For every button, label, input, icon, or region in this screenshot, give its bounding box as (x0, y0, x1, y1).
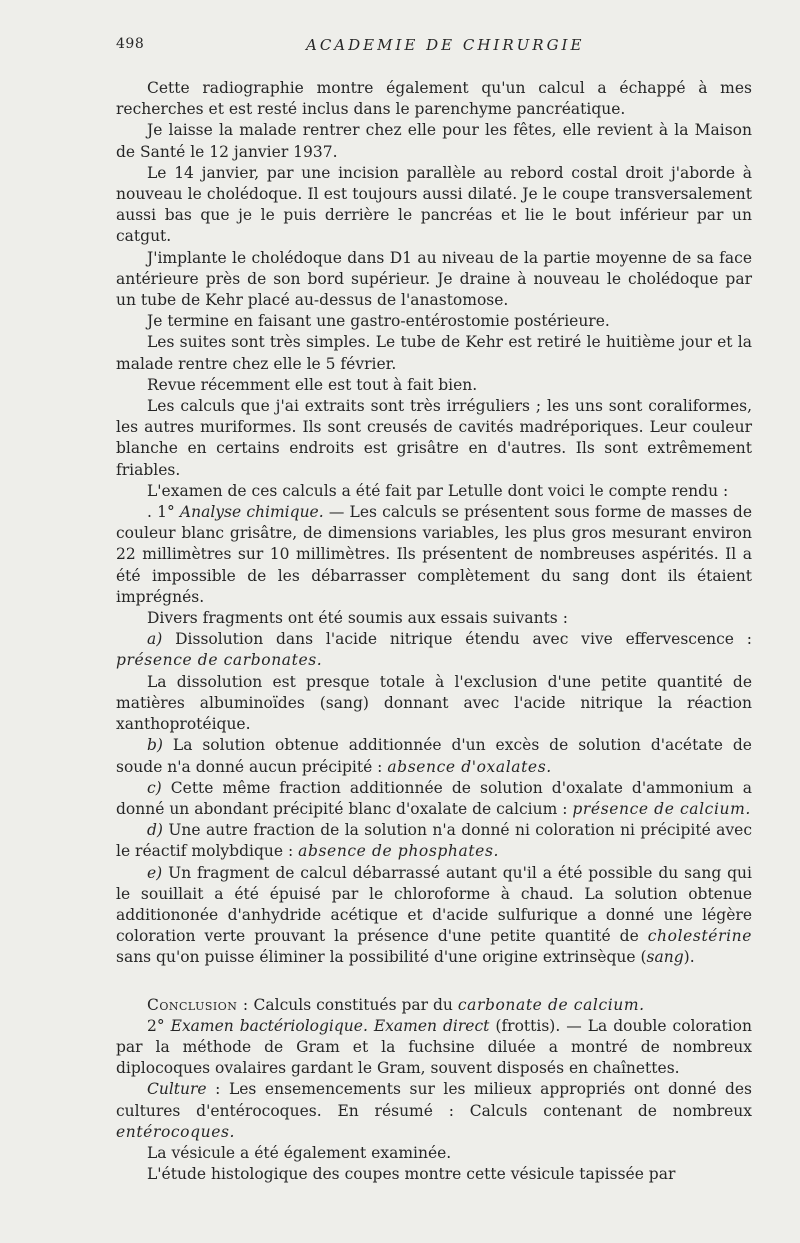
section-text: (frottis). — La double coloration par la méthode de Gram et la fuchsine diluée a montré de nombreux diplocoques ovalaires gardant le Gram, souvent disposés en chaînettes. (116, 1016, 752, 1078)
test-label: b) (147, 736, 163, 755)
test-result: présence de calcium. (572, 799, 751, 818)
test-e (116, 863, 752, 969)
paragraph: L'examen de ces calculs a été fait par Letulle dont voici le compte rendu : (147, 481, 729, 500)
test-result: absence de phosphates. (298, 842, 500, 861)
culture-result: entérocoques. (116, 1122, 236, 1141)
test-term: sang (646, 948, 684, 967)
paragraph: Les calculs que j'ai extraits sont très irréguliers ; les uns sont coraliformes, les autres muriformes. Ils sont creusés de cavités madréporiques. Leur couleur blanche en certains endroits est grisâtre en d'autres. Ils sont extrêmement friables. (116, 397, 752, 479)
test-label: c) (147, 778, 162, 797)
culture-text: : Les ensemencements sur les milieux appropriés ont donné des cultures d'entérocoques. En résumé : Calculs contenant de nombreux (116, 1080, 752, 1120)
paragraph: J'implante le cholédoque dans D1 au niveau de la partie moyenne de sa face antérieure près de son bord supérieur. Je draine à nouveau le cholédoque par un tube de Kehr placé au-dessus de l'anastomose. (116, 248, 752, 310)
test-a (116, 629, 752, 671)
test-text: Une autre fraction de la solution n'a donné ni coloration ni précipité avec le réactif molybdique : (116, 821, 753, 861)
paragraph: Divers fragments ont été soumis aux essais suivants : (147, 609, 568, 628)
page-header (116, 36, 752, 64)
section-number: . 1° (147, 503, 175, 522)
conclusion-text: Calculs constitués par du (253, 995, 453, 1014)
test-c (116, 778, 752, 820)
test-text: ). (683, 948, 695, 967)
test-label: d) (147, 821, 163, 840)
paragraph: Je termine en faisant une gastro-entérostomie postérieure. (147, 312, 610, 331)
paragraph: Je laisse la malade rentrer chez elle pour les fêtes, elle revient à la Maison de Santé le 12 janvier 1937. (116, 121, 752, 161)
paragraph: La vésicule a été également examinée. (147, 1143, 452, 1162)
page-number: 498 (116, 36, 145, 52)
running-title: ACADEMIE DE CHIRURGIE (306, 36, 585, 54)
conclusion-paragraph (116, 995, 752, 1016)
paragraph: Les suites sont très simples. Le tube de Kehr est retiré le huitième jour et la malade rentre chez elle le 5 février. (116, 333, 752, 373)
test-text: La solution obtenue additionnée d'un excès de solution d'acétate de soude n'a donné aucun précipité : (116, 736, 752, 776)
culture-paragraph (116, 1079, 752, 1143)
section-title: Analyse chimique. (179, 503, 324, 522)
culture-label: Culture (147, 1080, 207, 1099)
test-label: a) (147, 630, 163, 649)
page-body (116, 78, 752, 1185)
test-text: Cette même fraction additionnée de solution d'oxalate d'ammonium a donné un abondant précipité blanc d'oxalate de calcium : (116, 778, 752, 818)
bacteriology-paragraph (116, 1016, 752, 1080)
test-text: Un fragment de calcul débarrassé autant qu'il a été possible du sang qui le souillait a été épuisé par le chloroforme à chaud. La solution obtenue additiononée d'anhydride acétique et d'acide sulfurique a donné une légère coloration verte prouvant la présence d'une petite quantité de (116, 863, 752, 946)
test-result: absence d'oxalates. (387, 757, 552, 776)
conclusion-label: Conclusion : (147, 995, 249, 1014)
paragraph: Cette radiographie montre également qu'un calcul a échappé à mes recherches et est resté inclus dans le parenchyme pancréatique. (116, 79, 752, 119)
paragraph: Le 14 janvier, par une incision parallèle au rebord costal droit j'aborde à nouveau le cholédoque. Il est toujours aussi dilaté. Je le coupe transversalement aussi bas que je le puis derrière le pancréas et lie le bout inférieur par un catgut. (116, 163, 752, 246)
paragraph: L'étude histologique des coupes montre cette vésicule tapissée par (147, 1165, 676, 1184)
section-text: — Les calculs se présentent sous forme de masses de couleur blanc grisâtre, de dimensions variables, les plus gros mesurant environ 22 millimètres sur 10 millimètres. Ils présentent de nombreuses aspérités. Il a été impossible de les débarrasser complètement du sang dont ils étaient imprégnés. (116, 503, 752, 606)
chemical-analysis-paragraph (116, 502, 752, 608)
test-d (116, 820, 752, 862)
test-text: sans qu'on puisse éliminer la possibilité d'une origine extrinsèque ( (116, 948, 647, 967)
paragraph: La dissolution est presque totale à l'exclusion d'une petite quantité de matières albuminoïdes (sang) donnant avec l'acide nitrique la réaction xanthoprotéique. (116, 672, 752, 734)
test-result: présence de carbonates. (116, 651, 323, 670)
section-title: Examen bactériologique. Examen direct (170, 1016, 490, 1035)
section-number: 2° (147, 1016, 165, 1035)
test-b (116, 735, 752, 777)
test-text: Dissolution dans l'acide nitrique étendu avec vive effervescence : (175, 630, 752, 649)
test-label: e) (147, 863, 163, 882)
paragraph: Revue récemment elle est tout à fait bien. (147, 375, 478, 394)
conclusion-result: carbonate de calcium. (457, 995, 645, 1014)
test-term: cholestérine (647, 927, 752, 946)
